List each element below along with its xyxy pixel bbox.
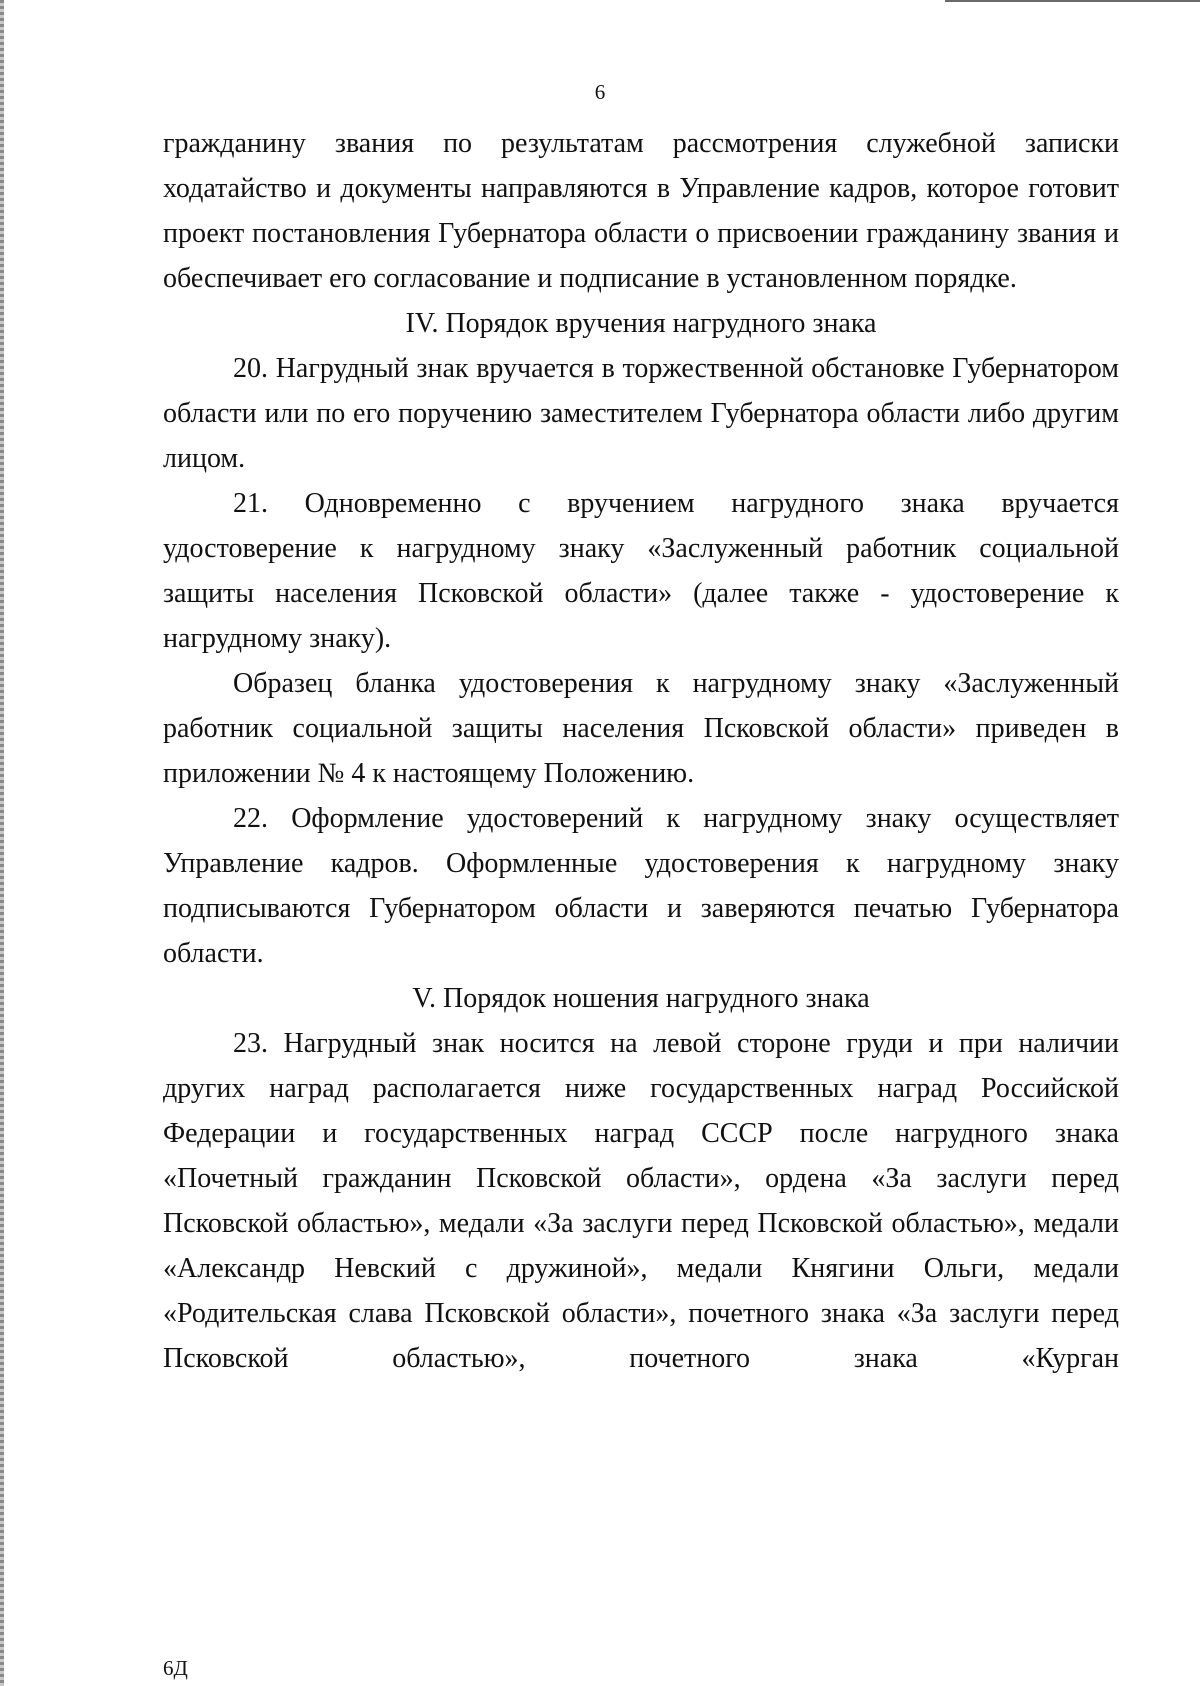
scan-edge-top (945, 0, 1200, 2)
section-heading-iv: IV. Порядок вручения нагрудного знака (405, 308, 877, 339)
section-heading-v: V. Порядок ношения нагрудного знака (412, 983, 870, 1014)
page-number: 6 (594, 80, 606, 104)
paragraph-21: 21. Одновременно с вручением нагрудного знака вручается удостоверение к нагрудному знаку «Заслуженный работник социальной защиты населения Псковской области» (далее также - удостоверение к нагрудному знаку). (163, 488, 1119, 654)
paragraph-23: 23. Нагрудный знак носится на левой стороне груди и при наличии других наград располагается ниже государственных наград Российской Федерации и государственных наград СССР после нагрудного знака «Почетный гражданин Псковской области», ордена «За заслуги перед Псковской областью», медали «За заслуги перед Псковской областью», медали «Александр Невский с дружиной», медали Княгини Ольги, медали «Родительская слава Псковской области», почетного знака «За заслуги перед Псковской областью», почетного знака «Курган (163, 1028, 1119, 1374)
scan-edge-left (0, 0, 4, 1686)
footer-code: 6Д (163, 1656, 188, 1680)
paragraph-continuation: гражданину звания по результатам рассмотрения служебной записки ходатайство и документы направляются в Управление кадров, которое готовит проект постановления Губернатора области о присвоении гражданину звания и обеспечивает его согласование и подписание в установленном порядке. (163, 128, 1119, 294)
paragraph-20: 20. Нагрудный знак вручается в торжественной обстановке Губернатором области или по его поручению заместителем Губернатора области либо другим лицом. (163, 353, 1119, 474)
paragraph-sample-form: Образец бланка удостоверения к нагрудному знаку «Заслуженный работник социальной защиты населения Псковской области» приведен в приложении № 4 к настоящему Положению. (163, 668, 1119, 789)
document-body (163, 121, 1119, 1381)
paragraph-22: 22. Оформление удостоверений к нагрудному знаку осуществляет Управление кадров. Оформленные удостоверения к нагрудному знаку подписываются Губернатором области и заверяются печатью Губернатора области. (163, 803, 1119, 969)
